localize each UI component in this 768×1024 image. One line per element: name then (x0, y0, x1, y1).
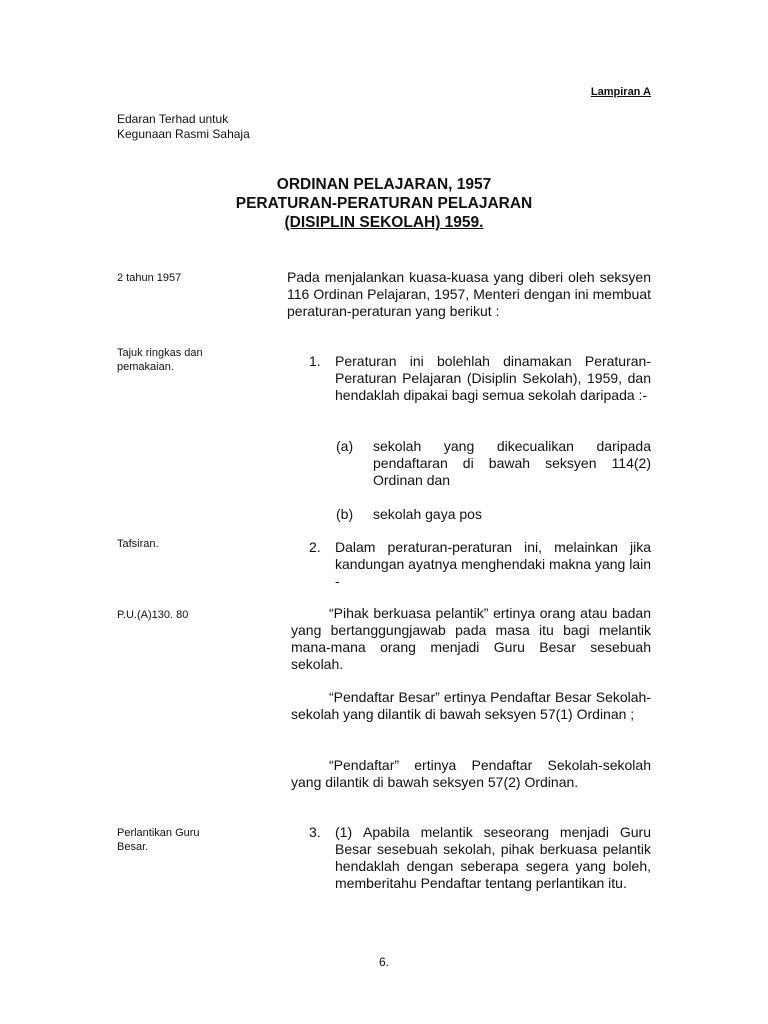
restriction-line-1: Edaran Terhad untuk (117, 112, 229, 126)
title-line-3: (DISIPLIN SEKOLAH) 1959. (284, 214, 484, 231)
margin-note-short-title-line-2: pemakaian. (117, 361, 174, 373)
clause-1-text: Peraturan ini bolehlah dinamakan Peraturan-Peraturan Pelajaran (Disiplin Sekolah), 1959, dan hendaklah dipakai bagi semua sekolah daripada :- (335, 353, 651, 403)
definition-registrar-general: “Pendaftar Besar” ertinya Pendaftar Besar Sekolah-sekolah yang dilantik di bawah seksyen 57(1) Ordinan ; (291, 689, 651, 722)
document-title (150, 175, 618, 232)
intro-paragraph: Pada menjalankan kuasa-kuasa yang diberi oleh seksyen 116 Ordinan Pelajaran, 1957, Menteri dengan ini membuat peraturan-peraturan yang berikut : (287, 269, 651, 319)
definition-registrar: “Pendaftar” ertinya Pendaftar Sekolah-sekolah yang dilantik di bawah seksyen 57(2) Ordinan. (291, 757, 651, 790)
clause-2-number: 2. (309, 539, 321, 555)
clause-3-text: Apabila melantik seseorang menjadi Guru Besar sesebuah sekolah, pihak berkuasa pelantik hendaklah dengan seberapa segera yang boleh, memberitahu Pendaftar tentang perlantikan itu. (335, 824, 651, 891)
margin-note-appointment-line-2: Besar. (117, 841, 149, 853)
item-a-label: (a) (336, 438, 354, 454)
margin-note-short-title-line-1: Tajuk ringkas dan (117, 347, 203, 359)
margin-note-interpretation: Tafsiran. (117, 538, 159, 550)
clause-3-number: 3. (309, 824, 321, 840)
title-line-2: PERATURAN-PERATURAN PELAJARAN (235, 195, 533, 212)
appendix-label: Lampiran A (590, 86, 651, 98)
restriction-line-2: Kegunaan Rasmi Sahaja (117, 127, 250, 141)
clause-2-text: Dalam peraturan-peraturan ini, melainkan jika kandungan ayatnya menghendaki makna yang lain - (335, 539, 652, 589)
margin-note-act: 2 tahun 1957 (117, 272, 182, 284)
margin-note-appointment (117, 826, 267, 854)
clause-3-sub-number: (1) (335, 824, 353, 840)
restriction-notice (117, 112, 250, 142)
margin-note-short-title (117, 346, 267, 374)
item-b-text: sekolah gaya pos (373, 506, 482, 522)
title-line-1: ORDINAN PELAJARAN, 1957 (276, 176, 492, 193)
margin-note-appointment-line-1: Perlantikan Guru (117, 827, 200, 839)
definition-appointing-authority: “Pihak berkuasa pelantik” ertinya orang atau badan yang bertanggungjawab pada masa itu bagi melantik mana-mana orang menjadi Guru Besar sesebuah sekolah. (291, 605, 651, 672)
page-number: 6. (378, 955, 389, 969)
margin-note-pu: P.U.(A)130. 80 (117, 609, 189, 621)
item-b-label: (b) (336, 506, 354, 522)
clause-1-number: 1. (309, 353, 321, 369)
item-a-text: sekolah yang dikecualikan daripada pendaftaran di bawah seksyen 114(2) Ordinan dan (373, 438, 651, 488)
